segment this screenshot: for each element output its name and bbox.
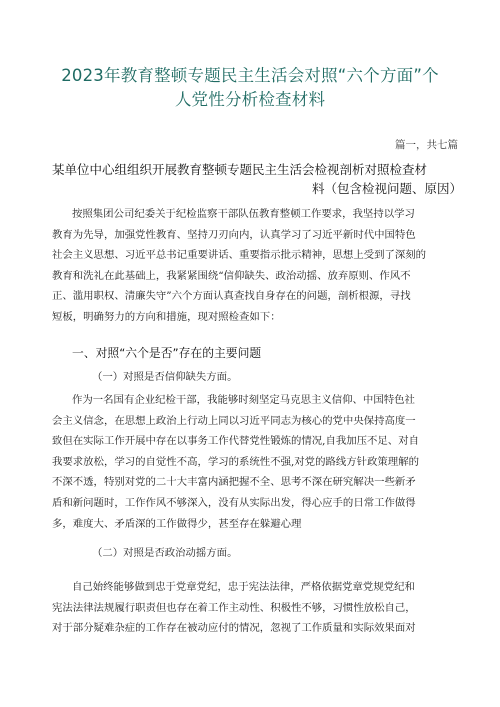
paragraph-line: 对于部分疑难杂症的工作存在被动应付的情况，忽视了工作质量和实际效果面对 <box>52 622 416 635</box>
paragraph-line: 致但在实际工作开展中存在以事务工作代替党性锻炼的情况,自我加压不足、对自 <box>52 435 419 448</box>
paragraph-line: 教育和洗礼在此基础上，我紧紧围绕“信仰缺失、政治动摇、放弃原则、作风不 <box>52 269 411 282</box>
paragraph-line: 作为一名国有企业纪检干部，我能够时刻坚定马克思主义信仰、中国特色社 <box>72 394 415 406</box>
paragraph-line: 盾和新问题时，工作作风不够深入，没有从实际出发，得心应手的日常工作做得 <box>52 496 416 509</box>
subheading-politics: （二）对照是否政治动摇方面。 <box>92 547 238 559</box>
politics-paragraph <box>52 577 462 639</box>
document-title-line: 人党性分析检查材料 <box>174 90 326 109</box>
paragraph-line: 短板，明确努力的方向和措施，现对照检查如下： <box>52 310 281 323</box>
document-title-line: 2023年教育整顿专题民主生活会对照“六个方面”个 <box>61 66 439 85</box>
article-number-note: 篇一，共七篇 <box>395 139 458 151</box>
intro-paragraph <box>52 204 462 328</box>
paragraph-line: 按照集团公司纪委关于纪检监察干部队伍教育整顿工作要求，我坚持以学习 <box>72 208 415 220</box>
paragraph-line: 不深不透，特别对党的二十大丰富内涵把握不全、思考不深在研究解决一些新矛 <box>52 476 416 489</box>
section-title <box>52 160 462 198</box>
paragraph-line: 多，难度大、矛盾深的工作做得少，甚至存在躲避心理 <box>52 517 302 530</box>
document-title <box>40 64 460 112</box>
paragraph-line: 宪法法律法规履行职责但也存在着工作主动性、积极性不够，习惯性放松自己， <box>52 601 416 614</box>
subheading-faith: （一）对照是否信仰缺失方面。 <box>92 371 238 383</box>
paragraph-line: 社会主义思想、习近平总书记重要讲话、重要指示批示精神，思想上受到了深刻的 <box>52 249 427 262</box>
paragraph-line: 会主义信念，在思想上政治上行动上同以习近平同志为核心的党中央保持高度一 <box>52 414 416 427</box>
paragraph-line: 我要求放松，学习的自觉性不高，学习的系统性不强,对党的路线方针政策理解的 <box>52 455 419 468</box>
paragraph-line: 教育为先导，加强党性教育、坚持刀刃向内，认真学习了习近平新时代中国特色 <box>52 228 416 241</box>
paragraph-line: 自己始终能够做到忠于党章党纪，忠于宪法法律，严格依据党章党规党纪和 <box>72 581 415 593</box>
faith-paragraph <box>52 390 462 534</box>
paragraph-line: 正、滥用职权、清廉失守”六个方面认真查找自身存在的问题，剖析根源，寻找 <box>52 290 411 303</box>
heading-main-problems: 一、对照“六个是否”存在的主要问题 <box>72 346 262 360</box>
section-title-line: 某单位中心组组织开展教育整顿专题民主生活会检视剖析对照检查材 <box>52 162 428 177</box>
section-title-line: 料（包含检视问题、原因） <box>311 181 462 196</box>
